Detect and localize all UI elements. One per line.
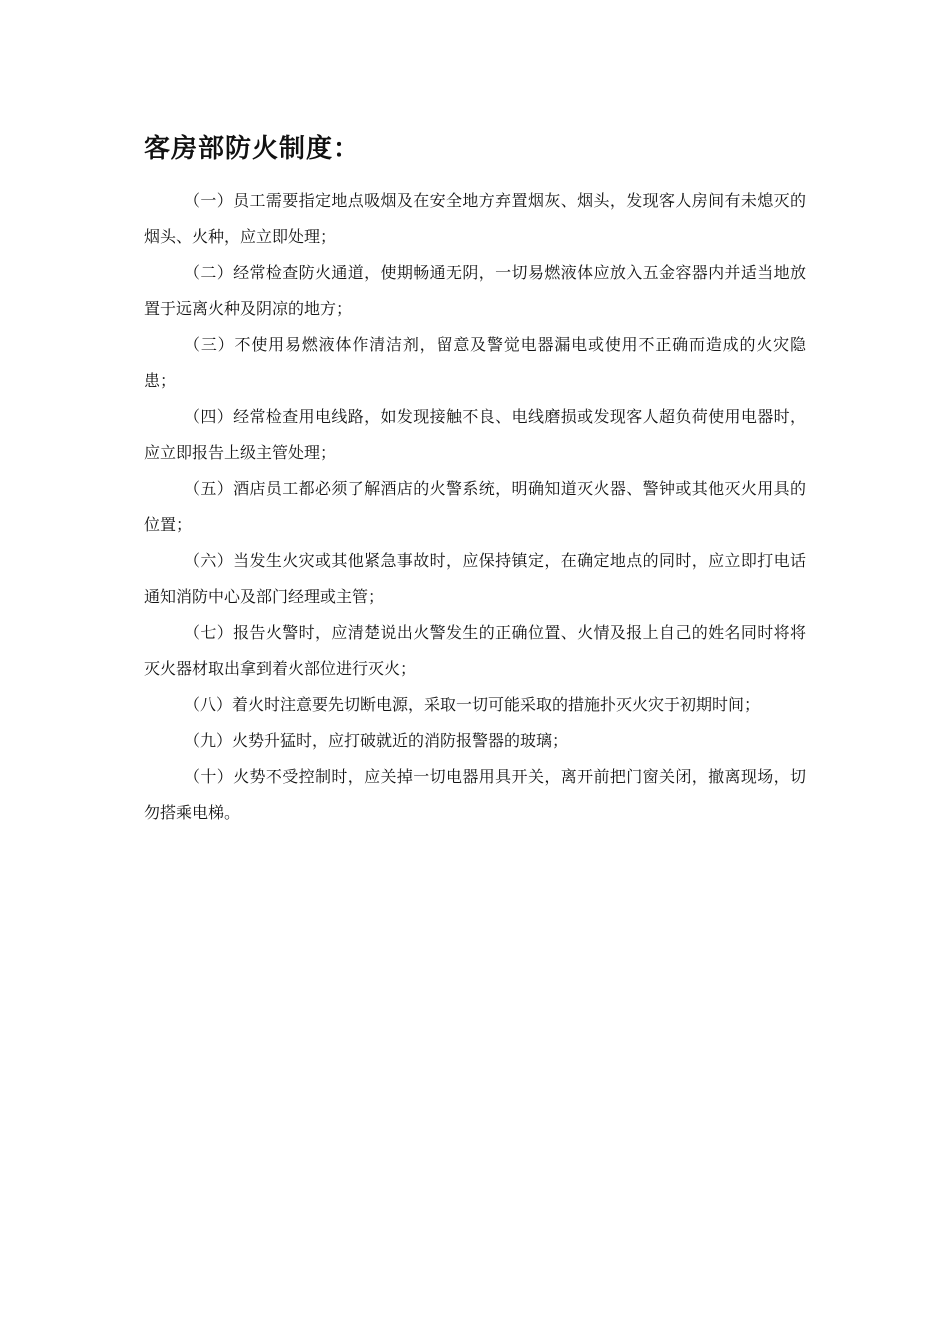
- paragraph-4: （四）经常检查用电线路，如发现接触不良、电线磨损或发现客人超负荷使用电器时，应立即报告上级主管处理；: [144, 407, 806, 462]
- paragraph-10: （十）火势不受控制时，应关掉一切电器用具开关，离开前把门窗关闭，撤离现场，切勿搭乘电梯。: [144, 767, 806, 822]
- paragraph-5: （五）酒店员工都必须了解酒店的火警系统，明确知道灭火器、警钟或其他灭火用具的位置；: [144, 479, 806, 534]
- paragraph-2: （二）经常检查防火通道，使期畅通无阴，一切易燃液体应放入五金容器内并适当地放置于远离火种及阴凉的地方；: [144, 263, 806, 318]
- paragraph-8: （八）着火时注意要先切断电源，采取一切可能采取的措施扑灭火灾于初期时间；: [184, 695, 761, 714]
- document-title: 客房部防火制度：: [144, 134, 361, 164]
- paragraph-3: （三）不使用易燃液体作清洁剂，留意及警觉电器漏电或使用不正确而造成的火灾隐患；: [144, 335, 806, 390]
- document-body: [144, 183, 806, 831]
- paragraph-1: （一）员工需要指定地点吸烟及在安全地方弃置烟灰、烟头，发现客人房间有未熄灭的烟头、火种，应立即处理；: [144, 191, 806, 246]
- paragraph-7: （七）报告火警时，应清楚说出火警发生的正确位置、火情及报上自己的姓名同时将将灭火器材取出拿到着火部位进行灭火；: [144, 623, 806, 678]
- paragraph-6: （六）当发生火灾或其他紧急事故时，应保持镇定，在确定地点的同时，应立即打电话通知消防中心及部门经理或主管；: [144, 551, 806, 606]
- paragraph-9: （九）火势升猛时，应打破就近的消防报警器的玻璃；: [184, 731, 569, 750]
